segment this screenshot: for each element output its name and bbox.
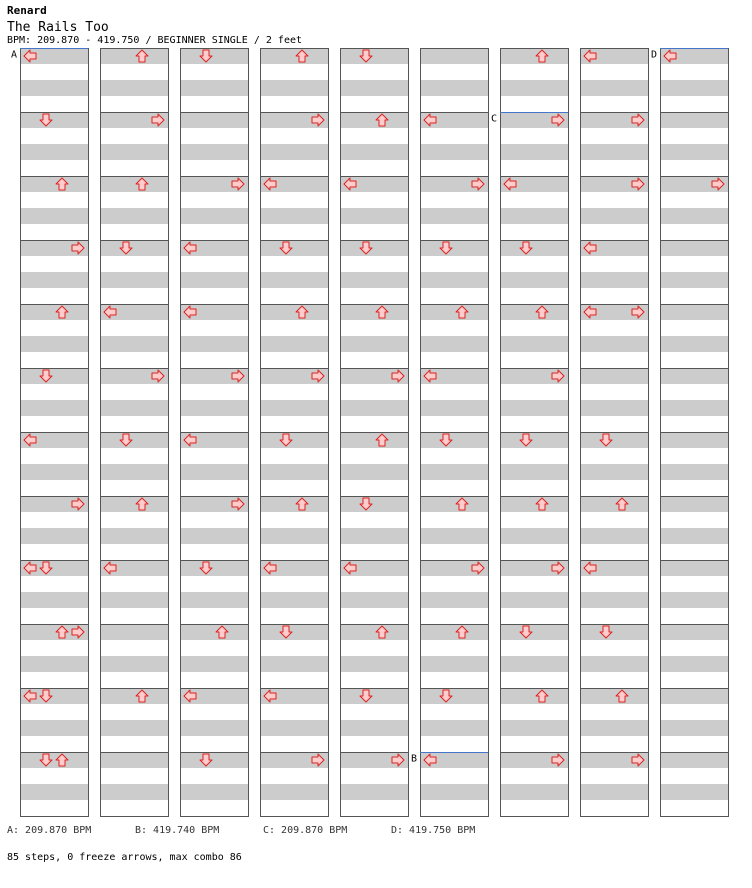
beat-stripe <box>260 272 328 288</box>
beat-stripe <box>500 464 568 480</box>
beat-stripe <box>500 144 568 160</box>
chart-column <box>500 48 569 817</box>
beat-stripe <box>260 240 328 256</box>
beat-stripe <box>20 272 88 288</box>
beat-stripe <box>260 496 328 512</box>
beat-stripe <box>260 656 328 672</box>
beat-stripe <box>260 464 328 480</box>
beat-stripe <box>260 528 328 544</box>
beat-stripe <box>340 656 408 672</box>
beat-stripe <box>660 688 728 704</box>
beat-stripe <box>100 80 168 96</box>
beat-stripe <box>580 528 648 544</box>
beat-stripe <box>420 400 488 416</box>
beat-stripe <box>180 400 248 416</box>
beat-stripe <box>660 784 728 800</box>
beat-stripe <box>500 656 568 672</box>
beat-stripe <box>180 144 248 160</box>
beat-stripe <box>420 688 488 704</box>
beat-stripe <box>660 624 728 640</box>
beat-stripe <box>660 592 728 608</box>
beat-stripe <box>20 112 88 128</box>
beat-stripe <box>100 432 168 448</box>
beat-stripe <box>20 336 88 352</box>
beat-stripe <box>420 528 488 544</box>
beat-stripe <box>100 688 168 704</box>
song-title: The Rails Too <box>7 20 109 35</box>
beat-stripe <box>20 528 88 544</box>
beat-stripe <box>340 496 408 512</box>
beat-stripe <box>500 336 568 352</box>
beat-stripe <box>500 720 568 736</box>
beat-stripe <box>580 624 648 640</box>
beat-stripe <box>500 400 568 416</box>
beat-stripe <box>580 272 648 288</box>
beat-stripe <box>260 80 328 96</box>
beat-stripe <box>420 272 488 288</box>
beat-stripe <box>260 400 328 416</box>
beat-stripe <box>100 720 168 736</box>
beat-stripe <box>420 624 488 640</box>
beat-stripe <box>100 240 168 256</box>
beat-stripe <box>500 496 568 512</box>
beat-stripe <box>20 368 88 384</box>
beat-stripe <box>580 496 648 512</box>
beat-stripe <box>420 432 488 448</box>
beat-stripe <box>420 336 488 352</box>
beat-stripe <box>340 624 408 640</box>
beat-stripe <box>20 208 88 224</box>
beat-stripe <box>500 272 568 288</box>
beat-stripe <box>180 336 248 352</box>
beat-stripe <box>500 80 568 96</box>
beat-stripe <box>420 784 488 800</box>
beat-stripe <box>420 208 488 224</box>
beat-stripe <box>580 688 648 704</box>
beat-stripe <box>660 528 728 544</box>
step-stats: 85 steps, 0 freeze arrows, max combo 86 <box>7 852 242 863</box>
beat-stripe <box>260 336 328 352</box>
beat-stripe <box>340 336 408 352</box>
beat-stripe <box>180 112 248 128</box>
beat-stripe <box>420 496 488 512</box>
beat-stripe <box>100 496 168 512</box>
beat-stripe <box>340 144 408 160</box>
beat-stripe <box>580 432 648 448</box>
beat-stripe <box>580 656 648 672</box>
chart-column <box>420 48 489 817</box>
beat-stripe <box>100 784 168 800</box>
beat-stripe <box>660 400 728 416</box>
beat-stripe <box>100 464 168 480</box>
beat-stripe <box>420 80 488 96</box>
beat-stripe <box>580 144 648 160</box>
chart-column <box>660 48 729 817</box>
beat-stripe <box>20 656 88 672</box>
beat-stripe <box>260 592 328 608</box>
beat-stripe <box>20 720 88 736</box>
beat-stripe <box>340 720 408 736</box>
beat-stripe <box>180 560 248 576</box>
beat-stripe <box>340 240 408 256</box>
beat-stripe <box>100 48 168 64</box>
beat-stripe <box>180 656 248 672</box>
beat-stripe <box>180 208 248 224</box>
beat-stripe <box>660 144 728 160</box>
beat-stripe <box>260 208 328 224</box>
beat-stripe <box>340 592 408 608</box>
beat-stripe <box>500 208 568 224</box>
beat-stripe <box>340 528 408 544</box>
beat-stripe <box>180 464 248 480</box>
beat-stripe <box>580 720 648 736</box>
bpm-legend-a: A: 209.870 BPM <box>7 825 92 836</box>
beat-stripe <box>180 784 248 800</box>
chart-column <box>340 48 409 817</box>
beat-stripe <box>580 784 648 800</box>
beat-stripe <box>340 688 408 704</box>
beat-stripe <box>660 368 728 384</box>
beat-stripe <box>660 720 728 736</box>
beat-stripe <box>100 656 168 672</box>
bpm-change-letter: B <box>411 753 418 765</box>
beat-stripe <box>20 176 88 192</box>
beat-stripe <box>420 464 488 480</box>
beat-stripe <box>500 592 568 608</box>
beat-stripe <box>340 272 408 288</box>
beat-stripe <box>660 304 728 320</box>
beat-stripe <box>420 304 488 320</box>
chart-column <box>100 48 169 817</box>
beat-stripe <box>580 400 648 416</box>
beat-stripe <box>100 272 168 288</box>
beat-stripe <box>420 592 488 608</box>
beat-stripe <box>100 752 168 768</box>
beat-stripe <box>100 176 168 192</box>
beat-stripe <box>340 400 408 416</box>
beat-stripe <box>100 528 168 544</box>
bpm-change-letter: A <box>11 49 18 61</box>
beat-stripe <box>260 784 328 800</box>
beat-stripe <box>660 208 728 224</box>
beat-stripe <box>580 80 648 96</box>
beat-stripe <box>500 48 568 64</box>
beat-stripe <box>340 464 408 480</box>
beat-stripe <box>660 752 728 768</box>
beat-stripe <box>260 144 328 160</box>
beat-stripe <box>260 720 328 736</box>
beat-stripe <box>20 80 88 96</box>
beat-stripe <box>580 592 648 608</box>
bpm-legend-d: D: 419.750 BPM <box>391 825 476 836</box>
beat-stripe <box>260 304 328 320</box>
beat-stripe <box>20 304 88 320</box>
beat-stripe <box>500 432 568 448</box>
beat-stripe <box>100 208 168 224</box>
beat-stripe <box>580 336 648 352</box>
chart-column <box>580 48 649 817</box>
beat-stripe <box>20 752 88 768</box>
beat-stripe <box>660 272 728 288</box>
beat-stripe <box>180 624 248 640</box>
beat-stripe <box>420 144 488 160</box>
beat-stripe <box>340 48 408 64</box>
beat-stripe <box>420 48 488 64</box>
beat-stripe <box>340 304 408 320</box>
beat-stripe <box>340 784 408 800</box>
beat-stripe <box>100 592 168 608</box>
beat-stripe <box>180 752 248 768</box>
beat-stripe <box>180 528 248 544</box>
beat-stripe <box>260 624 328 640</box>
beat-stripe <box>180 592 248 608</box>
beat-stripe <box>580 464 648 480</box>
bpm-change-letter: D <box>651 49 658 61</box>
beat-stripe <box>660 240 728 256</box>
beat-stripe <box>660 80 728 96</box>
bpm-legend-c: C: 209.870 BPM <box>263 825 348 836</box>
beat-stripe <box>20 592 88 608</box>
beat-stripe <box>660 336 728 352</box>
beat-stripe <box>580 208 648 224</box>
bpm-legend-b: B: 419.740 BPM <box>135 825 220 836</box>
beat-stripe <box>340 208 408 224</box>
chart-info: BPM: 209.870 - 419.750 / BEGINNER SINGLE / 2 feet <box>7 35 303 46</box>
beat-stripe <box>100 144 168 160</box>
beat-stripe <box>340 432 408 448</box>
beat-stripe <box>500 240 568 256</box>
beat-stripe <box>100 336 168 352</box>
beat-stripe <box>660 560 728 576</box>
bpm-change-letter: C <box>491 113 498 125</box>
beat-stripe <box>500 304 568 320</box>
beat-stripe <box>500 784 568 800</box>
beat-stripe <box>20 400 88 416</box>
beat-stripe <box>420 240 488 256</box>
beat-stripe <box>180 48 248 64</box>
beat-stripe <box>340 112 408 128</box>
beat-stripe <box>660 496 728 512</box>
beat-stripe <box>20 784 88 800</box>
beat-stripe <box>100 624 168 640</box>
beat-stripe <box>20 144 88 160</box>
beat-stripe <box>660 656 728 672</box>
beat-stripe <box>420 720 488 736</box>
beat-stripe <box>500 688 568 704</box>
beat-stripe <box>660 432 728 448</box>
beat-stripe <box>500 528 568 544</box>
beat-stripe <box>260 48 328 64</box>
beat-stripe <box>180 80 248 96</box>
artist-name: Renard <box>7 4 47 17</box>
beat-stripe <box>660 112 728 128</box>
beat-stripe <box>580 368 648 384</box>
beat-stripe <box>260 432 328 448</box>
beat-stripe <box>180 720 248 736</box>
beat-stripe <box>20 464 88 480</box>
beat-stripe <box>180 272 248 288</box>
beat-stripe <box>340 80 408 96</box>
beat-stripe <box>660 464 728 480</box>
beat-stripe <box>500 624 568 640</box>
beat-stripe <box>100 400 168 416</box>
beat-stripe <box>420 656 488 672</box>
